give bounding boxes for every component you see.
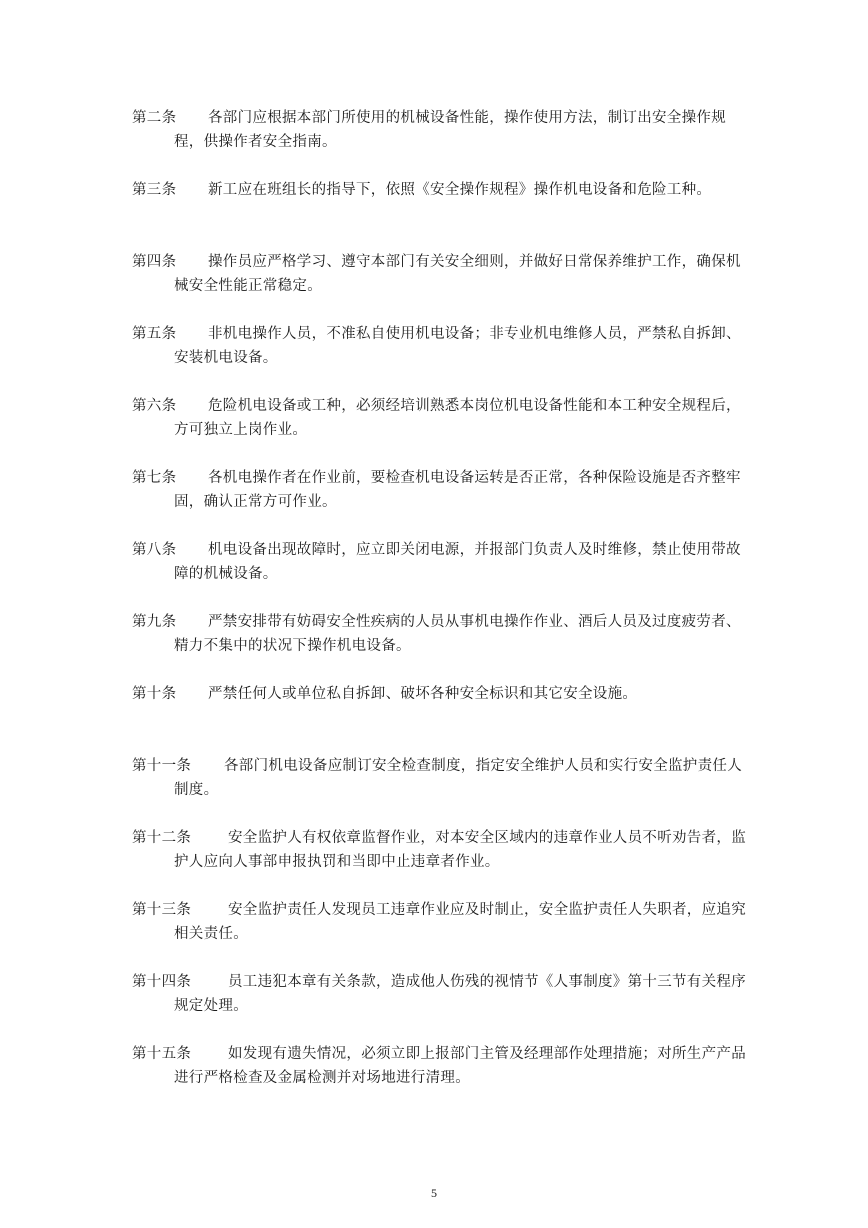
article-9 <box>132 610 752 682</box>
article-text: 机电设备出现故障时，应立即关闭电源，并报部门负责人及时维修，禁止使用带故障的机械设备。 <box>174 542 741 582</box>
article-number: 第九条 <box>132 614 177 630</box>
article-number: 第四条 <box>132 254 177 270</box>
article-12 <box>132 826 752 898</box>
article-text: 各部门应根据本部门所使用的机械设备性能，操作使用方法，制订出安全操作规程，供操作者安全指南。 <box>174 110 726 150</box>
article-text: 各机电操作者在作业前，要检查机电设备运转是否正常，各种保险设施是否齐整牢固，确认正常方可作业。 <box>174 470 741 510</box>
article-number: 第三条 <box>132 182 177 198</box>
article-15 <box>132 1042 752 1114</box>
article-number: 第八条 <box>132 542 177 558</box>
article-11 <box>132 754 752 826</box>
article-number: 第十条 <box>132 686 177 702</box>
article-text: 非机电操作人员，不准私自使用机电设备；非专业机电维修人员，严禁私自拆卸、安装机电设备。 <box>174 326 741 366</box>
article-8 <box>132 538 752 610</box>
article-number: 第七条 <box>132 470 177 486</box>
article-text: 操作员应严格学习、遵守本部门有关安全细则，并做好日常保养维护工作，确保机械安全性能正常稳定。 <box>174 254 741 294</box>
article-text: 严禁安排带有妨碍安全性疾病的人员从事机电操作作业、酒后人员及过度疲劳者、精力不集中的状况下操作机电设备。 <box>174 614 741 654</box>
article-number: 第十二条 <box>132 830 192 846</box>
article-text: 如发现有遗失情况，必须立即上报部门主管及经理部作处理措施；对所生产产品进行严格检查及金属检测并对场地进行清理。 <box>174 1046 746 1086</box>
article-number: 第十三条 <box>132 902 192 918</box>
article-text: 新工应在班组长的指导下，依照《安全操作规程》操作机电设备和危险工种。 <box>208 182 712 198</box>
article-5 <box>132 322 752 394</box>
article-number: 第十五条 <box>132 1046 192 1062</box>
article-7 <box>132 466 752 538</box>
article-number: 第十四条 <box>132 974 192 990</box>
article-list <box>132 106 752 1114</box>
article-text: 严禁任何人或单位私自拆卸、破坏各种安全标识和其它安全设施。 <box>208 686 638 702</box>
article-3 <box>132 178 752 250</box>
article-text: 安全监护人有权依章监督作业，对本安全区域内的违章作业人员不听劝告者，监护人应向人事部申报执罚和当即中止违章者作业。 <box>174 830 746 870</box>
article-4 <box>132 250 752 322</box>
article-text: 安全监护责任人发现员工违章作业应及时制止，安全监护责任人失职者，应追究相关责任。 <box>174 902 746 942</box>
page-number: 5 <box>431 1186 437 1200</box>
article-number: 第二条 <box>132 110 177 126</box>
article-14 <box>132 970 752 1042</box>
article-text: 危险机电设备或工种，必须经培训熟悉本岗位机电设备性能和本工种安全规程后，方可独立上岗作业。 <box>174 398 741 438</box>
article-number: 第六条 <box>132 398 177 414</box>
article-13 <box>132 898 752 970</box>
article-number: 第十一条 <box>132 758 192 774</box>
article-text: 各部门机电设备应制订安全检查制度，指定安全维护人员和实行安全监护责任人制度。 <box>174 758 742 798</box>
article-number: 第五条 <box>132 326 177 342</box>
article-2 <box>132 106 752 178</box>
article-10 <box>132 682 752 754</box>
article-text: 员工违犯本章有关条款，造成他人伤残的视情节《人事制度》第十三节有关程序规定处理。 <box>174 974 746 1014</box>
article-6 <box>132 394 752 466</box>
